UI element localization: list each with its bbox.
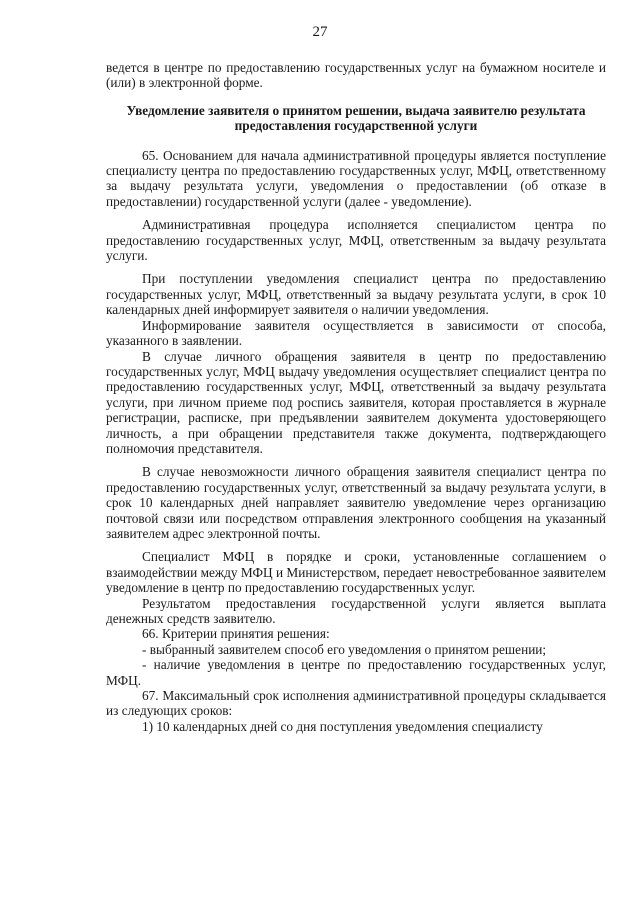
paragraph-no-visit: В случае невозможности личного обращения заявителя специалист центра по предоставлению государственных услуг, ответственный за выдачу результата услуги, в срок 10 календарных дней направляет заявителю уведомление через организацию почтовой связи или посредством отправления электронного сообщения на указанный заявителем адрес электронной почты. <box>106 464 606 541</box>
document-body <box>106 60 606 734</box>
intro-text: ведется в центре по предоставлению государственных услуг на бумажном носителе и (или) в электронной форме. <box>106 60 606 91</box>
paragraph-result: Результатом предоставления государственной услуги является выплата денежных средств заявителю. <box>106 595 606 626</box>
page-number: 27 <box>312 24 328 40</box>
criteria-item-1: - выбранный заявителем способ его уведомления о принятом решении; <box>142 641 547 657</box>
paragraph-66: 66. Критерии принятия решения: <box>142 626 330 642</box>
paragraph-personal-visit: В случае личного обращения заявителя в центр по предоставлению государственных услуг, МФЦ выдачу уведомления осуществляет специалист центра по предоставлению государственных услуг, МФЦ, ответственный за выдачу результата услуги, при личном приеме под роспись заявителя, которая проставляется в журнале регистрации, расписке, при предъявлении заявителем документа удостоверяющего личность, а при обращении представителя также документа, подтверждающего полномочия представителя. <box>106 348 606 456</box>
paragraph-informing: Информирование заявителя осуществляется в зависимости от способа, указанного в заявлении. <box>106 317 606 349</box>
paragraph-mfc-transfer: Специалист МФЦ в порядке и сроки, установленные соглашением о взаимодействии между МФЦ и Министерством, передает невостребованное заявителем уведомление в центр по предоставлению государственных услуг. <box>106 549 606 596</box>
paragraph-67: 67. Максимальный срок исполнения административной процедуры складывается из следующих сроков: <box>106 688 606 719</box>
paragraph-procedure: Административная процедура исполняется специалистом центра по предоставлению государственных услуг, МФЦ, ответственным за выдачу результата услуги. <box>106 217 606 264</box>
paragraph-65: 65. Основанием для начала административной процедуры является поступление специалисту центра по предоставлению государственных услуг, МФЦ, ответственному за выдачу результата услуги, уведомления о предоставлении (об отказе в предоставлении) государственной услуги (далее - уведомление). <box>106 147 606 209</box>
term-item-1: 1) 10 календарных дней со дня поступления уведомления специалисту <box>142 718 543 734</box>
paragraph-notification: При поступлении уведомления специалист центра по предоставлению государственных услуг, МФЦ, ответственный за выдачу результата услуги, в срок 10 календарных дней информирует заявителя о наличии уведомления. <box>106 271 606 318</box>
section-heading: Уведомление заявителя о принятом решении, выдача заявителю результата предоставления государственной услуги <box>126 102 586 134</box>
criteria-item-2: - наличие уведомления в центре по предоставлению государственных услуг, МФЦ. <box>106 657 606 688</box>
